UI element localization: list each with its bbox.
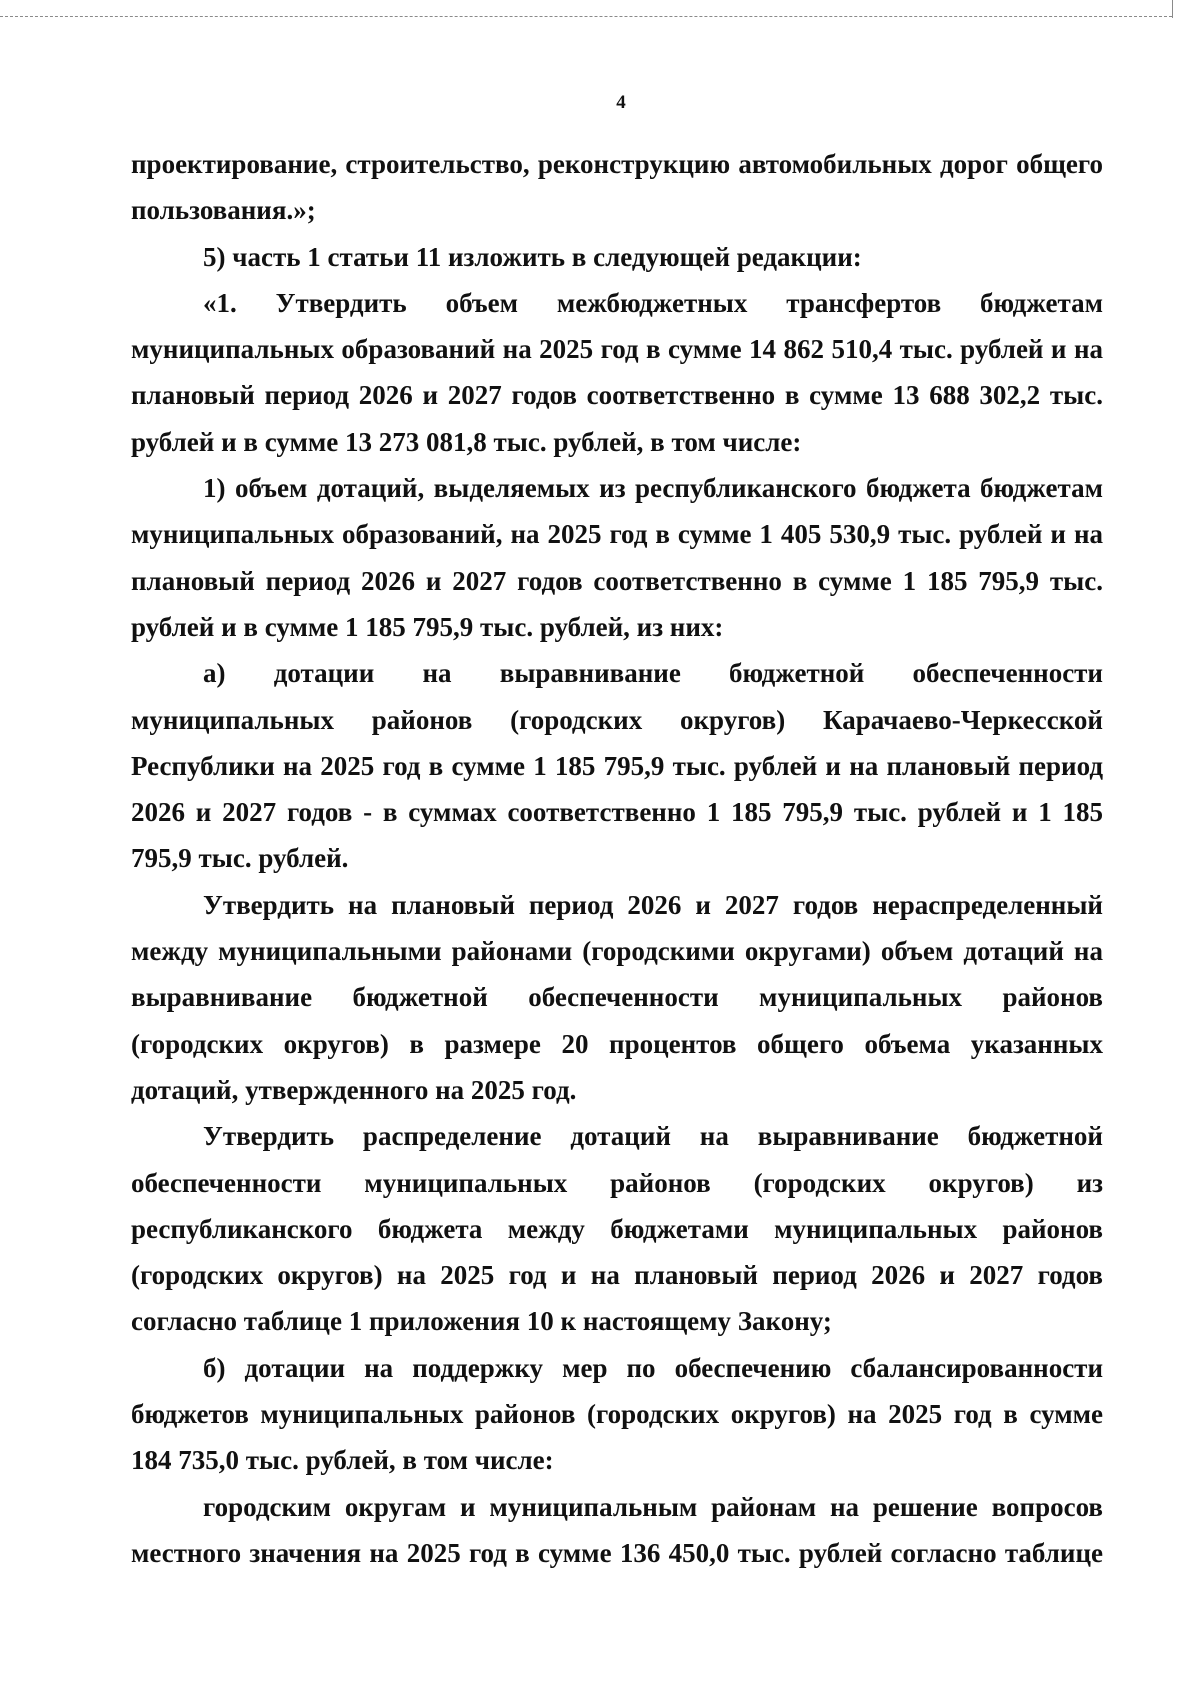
paragraph-5: а) дотации на выравнивание бюджетной обеспеченности муниципальных районов (городских округов) Карачаево-Черкесской Республики на 2025 год в сумме 1 185 795,9 тыс. рублей и на плановый период 2026 и 2027 годов - в суммах соответственно 1 185 795,9 тыс. рублей и 1 185 795,9 тыс. рублей.: [131, 658, 1103, 874]
paragraph-2: 5) часть 1 статьи 11 изложить в следующей редакции:: [203, 241, 862, 272]
paragraph-9: городским округам и муниципальным районам на решение вопросов местного значения на 2025 год в сумме 136 450,0 тыс. рублей согласно таблице: [131, 1491, 1103, 1568]
scan-top-border: [0, 16, 1172, 17]
paragraph-8: б) дотации на поддержку мер по обеспечению сбалансированности бюджетов муниципальных районов (городских округов) на 2025 год в сумме 184 735,0 тыс. рублей, в том числе:: [131, 1352, 1103, 1476]
paragraph-1: проектирование, строительство, реконструкцию автомобильных дорог общего пользования.»;: [131, 149, 1103, 226]
document-body: [131, 141, 1103, 1576]
paragraph-4: 1) объем дотаций, выделяемых из республиканского бюджета бюджетам муниципальных образований, на 2025 год в сумме 1 405 530,9 тыс. рублей и на плановый период 2026 и 2027 годов соответственно в сумме 1 185 795,9 тыс. рублей и в сумме 1 185 795,9 тыс. рублей, из них:: [131, 473, 1103, 642]
paragraph-3: «1. Утвердить объем межбюджетных трансфертов бюджетам муниципальных образований на 2025 год в сумме 14 862 510,4 тыс. рублей и на плановый период 2026 и 2027 годов соответственно в сумме 13 688 302,2 тыс. рублей и в сумме 13 273 081,8 тыс. рублей, в том числе:: [131, 287, 1103, 457]
paragraph-7: Утвердить распределение дотаций на выравнивание бюджетной обеспеченности муниципальных районов (городских округов) из республиканского бюджета между бюджетами муниципальных районов (городских округов) на 2025 год и на плановый период 2026 и 2027 годов согласно таблице 1 приложения 10 к настоящему Закону;: [131, 1121, 1103, 1337]
scan-right-border: [1172, 0, 1173, 18]
paragraph-6: Утвердить на плановый период 2026 и 2027 годов нераспределенный между муниципальными районами (городскими округами) объем дотаций на выравнивание бюджетной обеспеченности муниципальных районов (городских округов) в размере 20 процентов общего объема указанных дотаций, утвержденного на 2025 год.: [131, 889, 1103, 1105]
page-number: 4: [616, 92, 626, 113]
